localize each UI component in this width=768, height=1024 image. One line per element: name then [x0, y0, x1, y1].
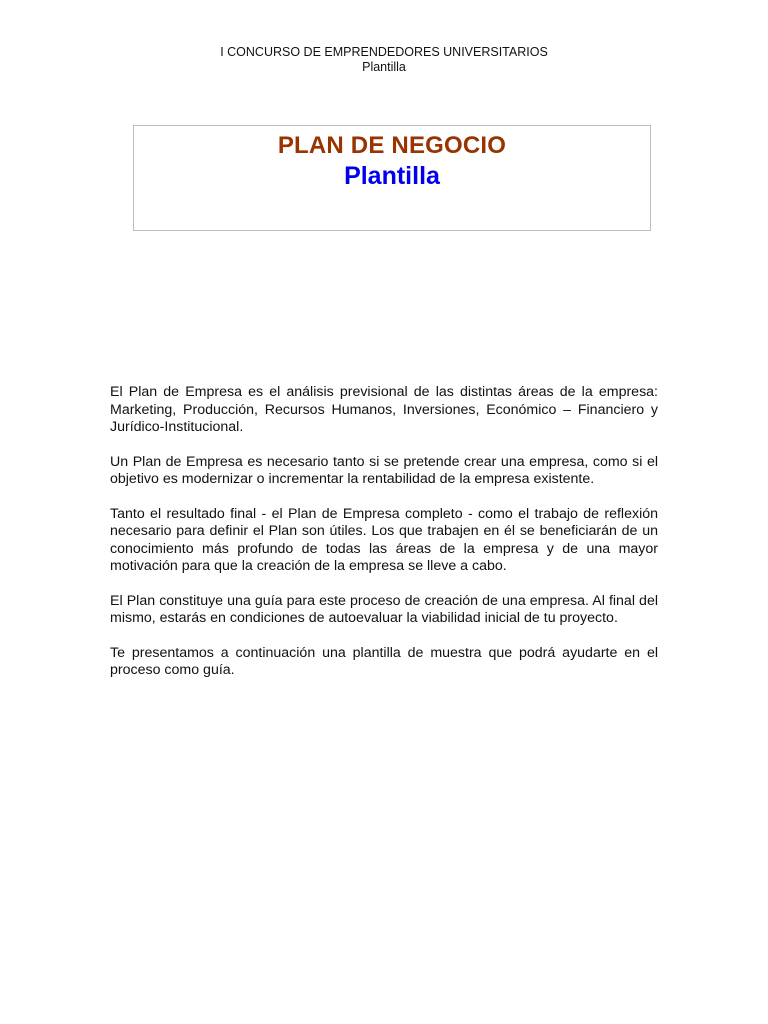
paragraph-plan-definition: El Plan de Empresa es el análisis previsional de las distintas áreas de la empresa: Marketing, Producción, Recursos Humanos, Inversiones, Económico – Financiero y Jurídico-Institucional.: [110, 384, 658, 435]
header-contest-title: I CONCURSO DE EMPRENDEDORES UNIVERSITARIOS: [220, 45, 548, 59]
paragraph-plan-benefits: Tanto el resultado final - el Plan de Empresa completo - como el trabajo de reflexión necesario para definir el Plan son útiles. Los que trabajen en él se beneficiarán de un conocimiento más profundo de todas las áreas de la empresa y de una mayor motivación para que la creación de la empresa se lleve a cabo.: [110, 505, 658, 574]
page-header: [0, 45, 768, 75]
body-text: [110, 384, 658, 680]
document-subtitle: Plantilla: [344, 162, 440, 190]
document-title: PLAN DE NEGOCIO: [277, 132, 507, 159]
title-box: [133, 125, 651, 231]
header-subtitle: Plantilla: [362, 60, 406, 74]
paragraph-template-intro: Te presentamos a continuación una plantilla de muestra que podrá ayudarte en el proceso como guía.: [110, 644, 658, 678]
paragraph-plan-necessity: Un Plan de Empresa es necesario tanto si se pretende crear una empresa, como si el objetivo es modernizar o incrementar la rentabilidad de la empresa existente.: [110, 453, 658, 487]
paragraph-plan-guide: El Plan constituye una guía para este proceso de creación de una empresa. Al final del mismo, estarás en condiciones de autoevaluar la viabilidad inicial de tu proyecto.: [110, 592, 658, 626]
